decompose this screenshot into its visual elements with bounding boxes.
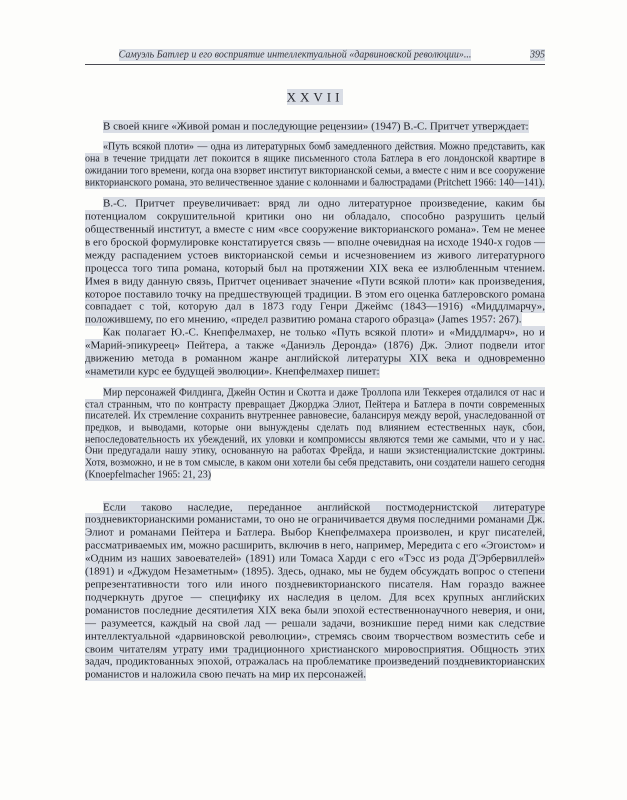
- paragraph-knoepfelmacher-intro: Как полагает Ю.-С. Кнепфелмахер, не только «Путь всякой плоти» и «Миддлмарч», но и «Марий-эпикуреец» Пейтера, а также «Даниэль Деронда» (1876) Дж. Элиот подвели итог движению метода в романном жанре английской литературы XIX века и одновременно «наметили курс ее будущей эволюции». Кнепфелмахер пишет:: [85, 326, 545, 378]
- paragraph-intro: В своей книге «Живой роман и последующие рецензии» (1947) В.-С. Притчет утверждает:: [103, 120, 529, 132]
- text-body: [85, 120, 545, 682]
- blockquote-pritchett: «Путь всякой плоти» — одна из литературных бомб замедленного действия. Можно представить, как она в течение тридцати лет покоится в ящике письменного стола Батлера в его лондонской квартире в ожидании того времени, когда она взорвет институт викторианской семьи, а вместе с ним и все сооружение викторианского романа, это величественное здание с колоннами и балюстрадами (Pritchett 1966: 140—141).: [85, 141, 545, 189]
- running-header: [85, 48, 545, 61]
- paragraph-conclusion: Если таково наследие, переданное английской постмодернистской литературе поздневикторианскими романистами, то оно не ограничивается двумя последними романами Дж. Элиот и романами Пейтера и Батлера. Выбор Кнепфелмахера произволен, и круг писателей, рассматриваемых им, можно расширить, включив в него, например, Мередита с его «Эгоистом» и «Одним из наших завоевателей» (1891) или Томаса Харди с его «Тэсс из рода Д'Эрбервиллей» (1891) и «Джудом Незаметным» (1895). Здесь, однако, мы не будем обсуждать вопрос о степени репрезентативности того или иного поздневикторианского писателя. Нам гораздо важнее подчеркнуть другое — специфику их наследия в целом. Для всех крупных английских романистов последние десятилетия XIX века были эпохой естественнонаучного неверия, и они, — разумеется, каждый на свой лад — решали задачи, возникшие перед ними как следствие интеллектуальной «дарвиновской революции», стремясь своим творчеством возместить себе и своим читателям утрату ими традиционного христианского мировосприятия. Общность этих задач, продиктованных эпохой, отражалась на проблематике произведений поздневикторианских романистов и наложила свою печать на мир их персонажей.: [85, 501, 545, 681]
- running-title: Самуэль Батлер и его восприятие интеллектуальной «дарвиновской революции»...: [118, 49, 472, 60]
- paragraph-pritchett-commentary: В.-С. Притчет преувеличивает: вряд ли одно литературное произведение, каким бы потенциалом сокрушительной критики оно ни обладало, способно разрушить целый общественный институт, а вместе с ним «все сооружение викторианского романа». Тем не менее в его броской формулировке констатируется связь — вполне очевидная на исходе 1940-х годов — между распадением устоев викторианской семьи и исчезновением из живого литературного процесса того типа романа, который был на протяжении XIX века ее излюбленным чтением. Имея в виду данную связь, Притчет оценивает значение «Пути всякой плоти» как произведения, которое поставило точку на предшествующей традиции. В этом его оценка батлеровского романа совпадает с той, которую дал в 1873 году Генри Джеймс (1843—1916) «Миддлмарчу», положившему, по его мнению, «предел развитию романа старого образца» (James 1957: 267).: [85, 197, 545, 326]
- header-rule: [85, 64, 545, 65]
- page-number: 395: [530, 49, 545, 60]
- blockquote-knoepfelmacher: Мир персонажей Филдинга, Джейн Остин и Скотта и даже Троллопа или Теккерея отдалился от нас и стал странным, что по контрасту превращает Джорджа Элиот, Пейтера и Батлера в почти современных писателей. Их стремление сохранить внутреннее равновесие, балансируя между верой, унаследованной от предков, и выводами, которые они вынуждены сделать под влиянием естественных наук, сбои, непоследовательность их убеждений, их уловки и компромиссы являются теми же самыми, что и у нас. Они предугадали нашу этику, основанную на работах Фрейда, и наши экзистенциалистские доктрины. Хотя, возможно, и не в том смысле, в каком они хотели бы себя представить, они создатели нашего сегодня (Knoepfelmacher 1965: 21, 23): [85, 387, 545, 481]
- chapter-heading: XXVII: [286, 89, 344, 104]
